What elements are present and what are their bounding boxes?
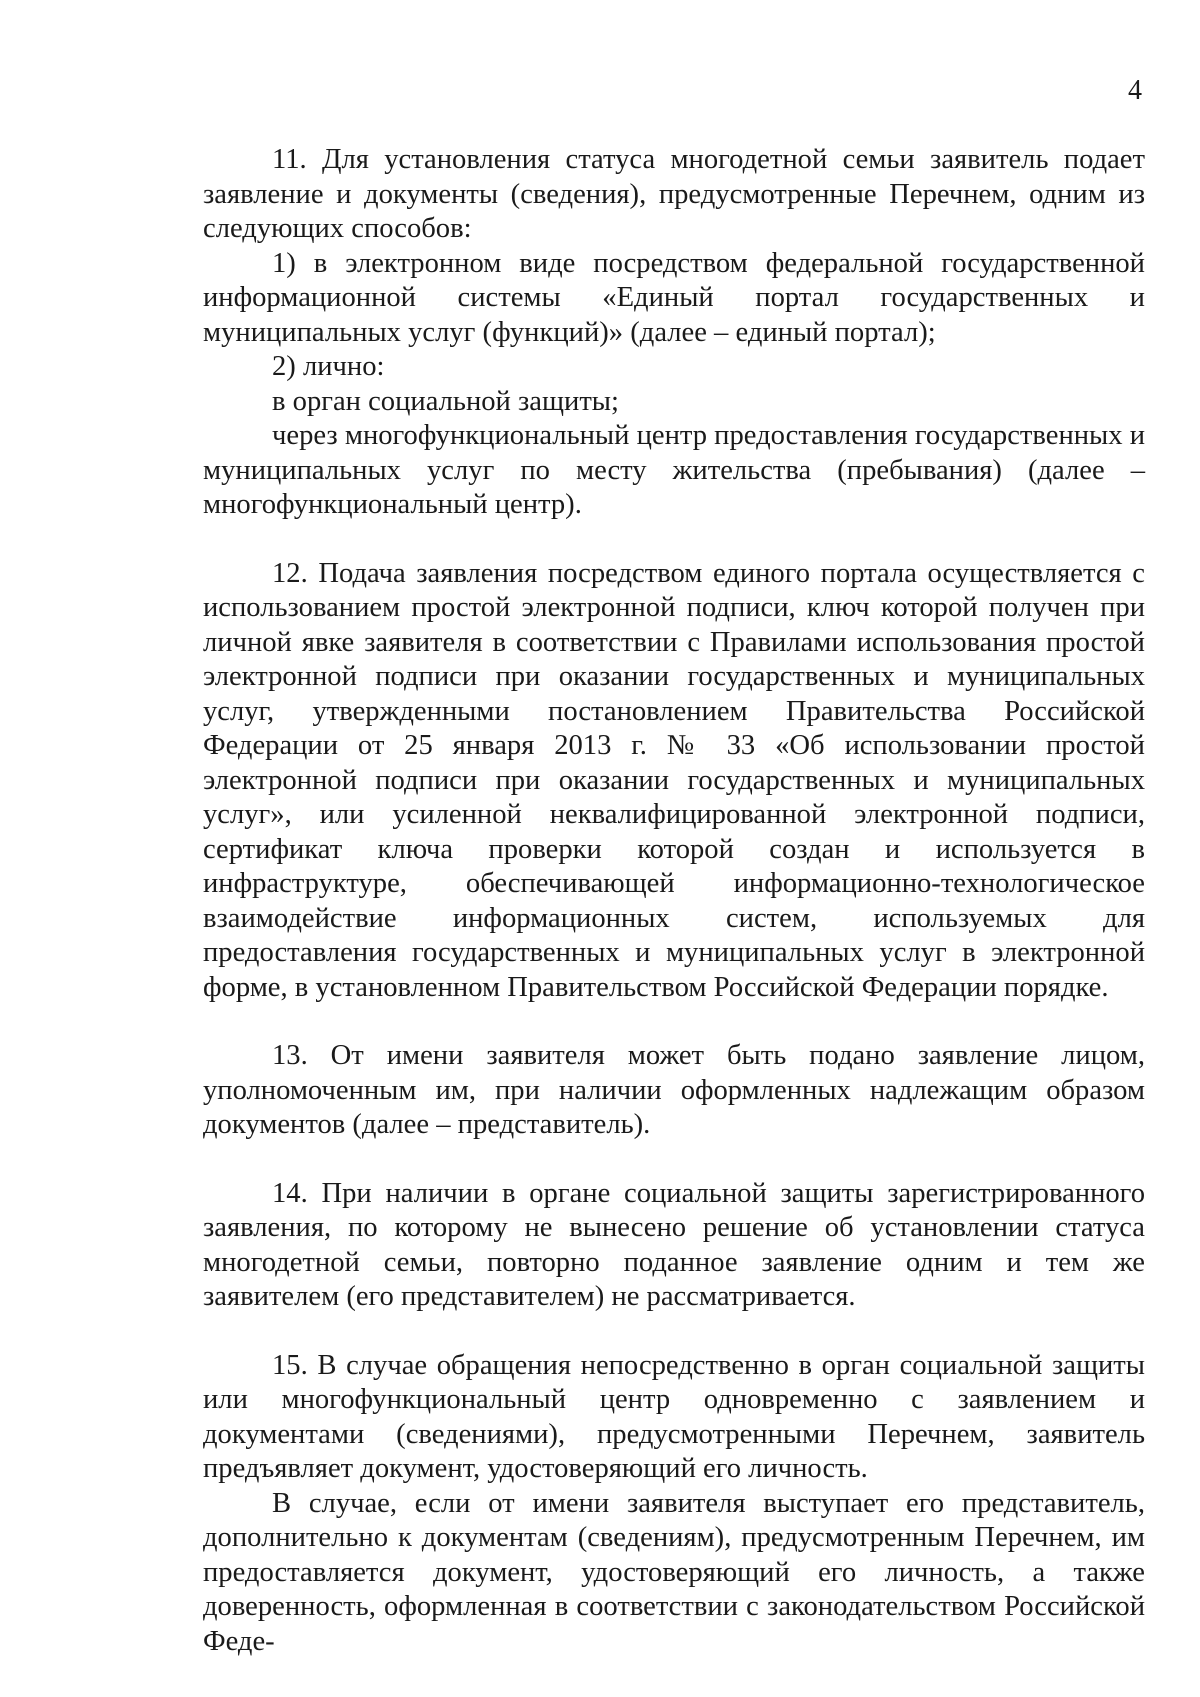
paragraph-11-item-2: 2) лично: bbox=[272, 351, 385, 382]
paragraph-15: 15. В случае обращения непосредственно в орган социальной защиты или многофункциональный центр одновременно с заявлением и документами (сведениями), предусмотренными Перечнем, заявитель предъявляет документ, удостоверяющий его личность. bbox=[203, 1349, 1145, 1484]
paragraph-11-item-2-a: в орган социальной защиты; bbox=[272, 385, 619, 417]
paragraph-15-continued: В случае, если от имени заявителя выступает его представитель, дополнительно к документам (сведениям), предусмотренным Перечнем, им предоставляется документ, удостоверяющий его личность, а также доверенность, оформленная в соответствии с законодательством Российской Феде- bbox=[203, 1487, 1145, 1657]
page-number: 4 bbox=[1128, 75, 1142, 106]
paragraph-11-item-1: 1) в электронном виде посредством федеральной государственной информационной системы «Единый портал государственных и муниципальных услуг (функций)» (далее – единый портал); bbox=[203, 247, 1145, 348]
paragraph-11-item-2-b: через многофункциональный центр предоставления государственных и муниципальных услуг по месту жительства (пребывания) (далее – многофункциональный центр). bbox=[203, 420, 1146, 520]
paragraph-14: 14. При наличии в органе социальной защиты зарегистрированного заявления, по которому не вынесено решение об установлении статуса многодетной семьи, повторно поданное заявление одним и тем же заявителем (его представителем) не рассматривается. bbox=[203, 1177, 1145, 1312]
document-body bbox=[203, 143, 1145, 1659]
paragraph-12: 12. Подача заявления посредством единого портала осуществляется с использованием простой электронной подписи, ключ которой получен при личной явке заявителя в соответствии с Правилами использования простой электронной подписи при оказании государственных и муниципальных услуг, утвержденными постановлением Правительства Российской Федерации от 25 января 2013 г. № 33 «Об использовании простой электронной подписи при оказании государственных и муниципальных услуг», или усиленной неквалифицированной электронной подписи, сертификат ключа проверки которой создан и используется в инфраструктуре, обеспечивающей информационно-технологическое взаимодействие информационных систем, используемых для предоставления государственных и муниципальных услуг в электронной форме, в установленном Правительством Российской Федерации порядке. bbox=[203, 557, 1145, 1003]
paragraph-13: 13. От имени заявителя может быть подано заявление лицом, уполномоченным им, при наличии оформленных надлежащим образом документов (далее – представитель). bbox=[203, 1040, 1145, 1140]
paragraph-11: 11. Для установления статуса многодетной семьи заявитель подает заявление и документы (сведения), предусмотренные Перечнем, одним из следующих способов: bbox=[203, 144, 1145, 244]
